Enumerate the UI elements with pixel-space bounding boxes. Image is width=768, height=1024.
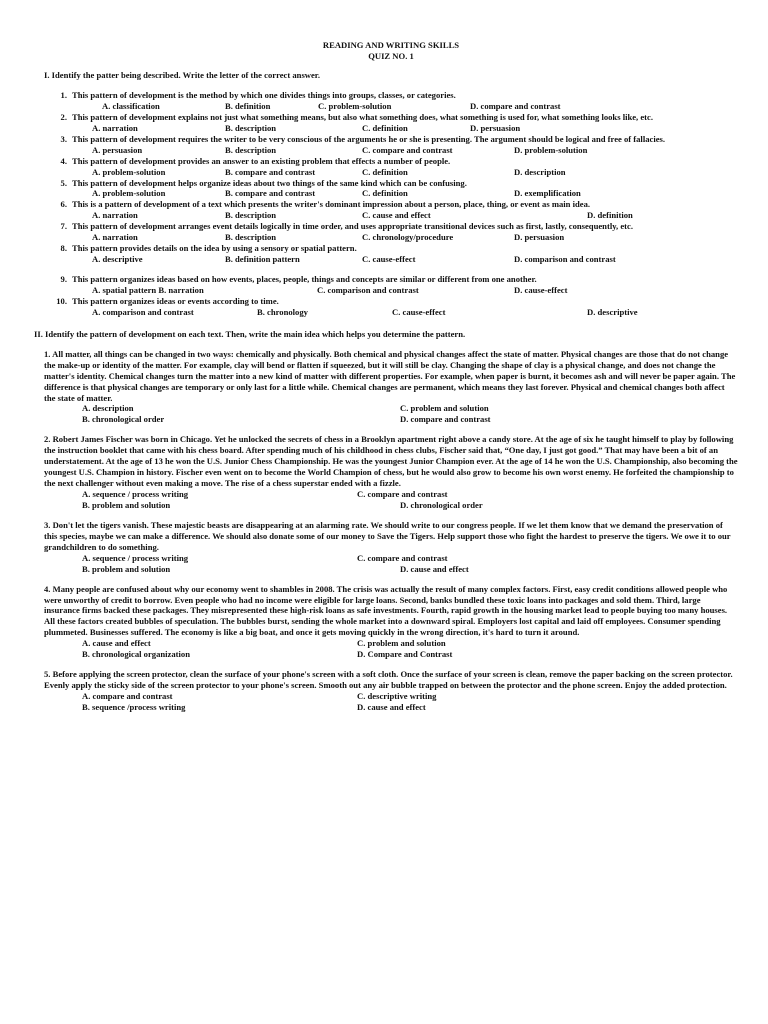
passage-text: 4. Many people are confused about why our economy went to shambles in 2008. The crisis was actually the result of many complex factors. First, easy credit conditions allowed people who were unworthy of credit to borrow. Even people who had no income were eligible for large loans. Second, banks bundled these toxic loans into packages and sold them. Third, large insurance firms backed these packages. They misrepresented these high-risk loans as safe investments. Fourth, rapid growth in the housing market lead to people buying too many houses. All these factors created bubbles of speculation. The bubbles burst, sending the whole market into a downward spiral. Employers lost capital and laid off employees. Consumer spending plummeted. Businesses suffered. The economy is like a big boat, and once it gets moving quickly in the wrong direction, it's hard to turn it around.: [44, 583, 728, 638]
option-b: B. chronological order: [82, 414, 165, 425]
option-a: A. persuasion: [92, 144, 143, 155]
passage-item: [44, 584, 738, 639]
option-c: C. problem and solution: [400, 403, 489, 414]
option-d: D. comparison and contrast: [514, 254, 616, 265]
passage-item: [44, 520, 738, 553]
option-c: C. cause-effect: [392, 306, 446, 317]
option-c: C. definition: [362, 122, 408, 133]
option-row: [82, 638, 738, 649]
question-text: This pattern provides details on the idea by using a sensory or spatial pattern.: [72, 243, 357, 254]
option-row: [82, 564, 738, 575]
option-row: [72, 188, 738, 199]
option-a: A. narration: [92, 122, 138, 133]
option-d: D. definition: [587, 210, 633, 221]
question-item: [44, 199, 738, 210]
passage-text: 1. All matter, all things can be changed in two ways: chemically and physically. Both chemical and physical changes affect the state of matter. Physical changes are those that do not change the make-up or identity of the matter. For example, clay will bend or flatten if squeezed, but it will still be clay. Changing the shape of clay is a physical change, and does not change the matter's identity. Chemical changes turn the matter into a new kind of matter with different properties. For example, when paper is burnt, it becomes ash and will never be paper again. The difference is that physical changes are temporary or only last for a little while. Chemical changes are permanent, which means they last forever. Physical and chemical changes both affect the state of matter.: [44, 348, 736, 403]
question-number: 2.: [60, 111, 67, 122]
quiz-number: QUIZ NO. 1: [368, 50, 414, 61]
option-d: D. Compare and Contrast: [357, 649, 453, 660]
option-row: [82, 649, 738, 660]
part1-instruction: I. Identify the patter being described. Write the letter of the correct answer.: [44, 70, 320, 80]
option-row: [72, 167, 738, 178]
option-d: D. exemplification: [514, 188, 581, 199]
option-b: B. problem and solution: [82, 499, 171, 510]
option-row: [82, 553, 738, 564]
option-a: A. problem-solution: [92, 166, 166, 177]
question-item: [44, 296, 738, 307]
question-item: [44, 90, 738, 101]
option-row: [72, 254, 738, 265]
option-b: B. description: [225, 122, 277, 133]
option-row: [72, 145, 738, 156]
option-a: A. compare and contrast: [82, 691, 173, 701]
option-b: B. description: [225, 232, 277, 243]
question-number: 10.: [56, 296, 67, 307]
option-a: A. descriptive: [92, 254, 143, 265]
question-text: This pattern of development helps organize ideas about two things of the same kind which can be confusing.: [72, 177, 467, 188]
option-b: B. sequence /process writing: [82, 702, 186, 712]
option-d: D. cause-effect: [514, 285, 568, 296]
question-number: 3.: [60, 133, 67, 144]
part1-question-list: [44, 90, 738, 318]
question-number: 1.: [60, 89, 67, 100]
option-b: B. compare and contrast: [225, 166, 316, 177]
option-b: B. problem and solution: [82, 563, 171, 574]
spacer: [44, 265, 738, 274]
option-a: A. narration: [92, 232, 138, 243]
option-row: [72, 232, 738, 243]
question-item: [44, 156, 738, 167]
option-row: [72, 101, 738, 112]
passage-text: 2. Robert James Fischer was born in Chicago. Yet he unlocked the secrets of chess in a Brooklyn apartment right above a candy store. At the age of six he taught himself to play by following the instruction booklet that came with his chess board. After spending much of his childhood in chess clubs, Fischer said that, “One day, I just got good.” That may have been a bit of an understatement. At the age of 13 he won the U.S. Junior Chess Championship. He was the youngest Junior Champion ever. At the age of 14 he won the U.S. Championship, also becoming the youngest U.S. Champion in history. Fischer even went on to become the World Champion of chess, but he would also grow to become his own worst enemy. He forfeited the championship to the next challenger without even making a move. The rise of a chess superstar ended with a fizzle.: [44, 434, 738, 489]
question-item: [44, 178, 738, 189]
option-c: C. compare and contrast: [357, 488, 448, 499]
option-d: D. compare and contrast: [470, 100, 561, 111]
question-text: This pattern organizes ideas or events according to time.: [72, 296, 279, 307]
part2-instruction: II. Identify the pattern of development on each text. Then, write the main idea which helps you determine the pattern.: [34, 328, 466, 339]
passage-item: [44, 434, 738, 489]
option-a: A. classification: [102, 100, 160, 111]
question-text: This pattern of development provides an answer to an existing problem that effects a number of people.: [72, 155, 451, 166]
option-row: [82, 489, 738, 500]
question-text: This pattern organizes ideas based on how events, places, people, things and concepts are similar or different from one another.: [72, 274, 537, 285]
option-b: B. definition: [225, 100, 271, 111]
question-number: 9.: [60, 274, 67, 285]
option-b: B. definition pattern: [225, 254, 300, 265]
option-a: A. narration: [92, 210, 138, 221]
option-a: A. spatial pattern B. narration: [92, 285, 204, 296]
option-a: A. comparison and contrast: [92, 306, 194, 317]
option-c: C. chronology/procedure: [362, 232, 454, 243]
option-c: C. problem-solution: [318, 100, 392, 111]
question-item: [44, 221, 738, 232]
option-d: D. compare and contrast: [400, 414, 491, 425]
option-c: C. compare and contrast: [362, 144, 453, 155]
option-a: A. cause and effect: [82, 638, 151, 649]
question-text: This is a pattern of development of a text which presents the writer's dominant impression about a person, place, thing, or event as main idea.: [72, 199, 591, 210]
option-c: C. definition: [362, 166, 408, 177]
option-row: [72, 307, 738, 318]
option-d: D. persuasion: [514, 232, 565, 243]
passage-item: [44, 349, 738, 404]
option-d: D. cause and effect: [400, 563, 469, 574]
option-b: B. chronological organization: [82, 649, 190, 660]
option-row: [72, 285, 738, 296]
part2-passage-list: [44, 349, 738, 713]
question-text: This pattern of development is the method by which one divides things into groups, classes, or categories.: [72, 89, 456, 100]
question-item: [44, 274, 738, 285]
option-c: C. cause and effect: [362, 210, 431, 221]
question-item: [44, 112, 738, 123]
option-d: D. descriptive: [587, 306, 638, 317]
question-number: 8.: [60, 243, 67, 254]
option-b: B. description: [225, 144, 277, 155]
option-b: B. chronology: [257, 306, 308, 317]
option-c: C. descriptive writing: [357, 691, 437, 701]
passage-item: [44, 669, 738, 691]
option-a: A. sequence / process writing: [82, 488, 189, 499]
option-b: B. compare and contrast: [225, 188, 316, 199]
question-item: [44, 134, 738, 145]
option-c: C. cause-effect: [362, 254, 416, 265]
option-c: C. compare and contrast: [357, 552, 448, 563]
option-row: [82, 702, 738, 713]
question-number: 5.: [60, 177, 67, 188]
option-d: D. chronological order: [400, 499, 483, 510]
option-c: C. comparison and contrast: [317, 285, 419, 296]
quiz-header: [44, 40, 738, 61]
question-text: This pattern of development requires the writer to be very conscious of the arguments he or she is presenting. The argument should be logical and free of fallacies.: [72, 133, 666, 144]
option-d: D. persuasion: [470, 122, 521, 133]
option-a: A. sequence / process writing: [82, 552, 189, 563]
option-a: A. problem-solution: [92, 188, 166, 199]
question-number: 6.: [60, 199, 67, 210]
question-number: 7.: [60, 221, 67, 232]
question-item: [44, 243, 738, 254]
option-d: D. cause and effect: [357, 702, 426, 712]
option-b: B. description: [225, 210, 277, 221]
option-c: C. definition: [362, 188, 408, 199]
option-row: [82, 691, 738, 702]
passage-text: 3. Don't let the tigers vanish. These majestic beasts are disappearing at an alarming rate. We should write to our congress people. If we let them know that we demand the preservation of this species, maybe we can make a difference. We should also donate some of our money to Save the Tigers. Help support those who fight the hardest to preserve the tigers. We owe it to our grandchildren to do something.: [44, 519, 731, 552]
option-row: [82, 500, 738, 511]
option-row: [72, 210, 738, 221]
option-row: [72, 123, 738, 134]
option-d: D. description: [514, 166, 566, 177]
question-text: This pattern of development explains not just what something means, but also what something does, what something is used for, what something looks like, etc.: [72, 111, 653, 122]
option-row: [82, 403, 738, 414]
passage-text: 5. Before applying the screen protector, clean the surface of your phone's screen with a soft cloth. Once the surface of your screen is clean, remove the paper backing on the screen protector. Evenly apply the sticky side of the screen protector to your phone's screen. Smooth out any air bubble trapped on between the protector and the phone screen. Enjoy the added protection.: [44, 669, 733, 691]
option-row: [82, 414, 738, 425]
question-number: 4.: [60, 155, 67, 166]
option-a: A. description: [82, 403, 134, 414]
option-c: C. problem and solution: [357, 638, 446, 649]
question-text: This pattern of development arranges event details logically in time order, and uses appropriate transitional devices such as first, lastly, consequently, etc.: [72, 221, 633, 232]
option-d: D. problem-solution: [514, 144, 588, 155]
quiz-title: READING AND WRITING SKILLS: [322, 40, 460, 50]
